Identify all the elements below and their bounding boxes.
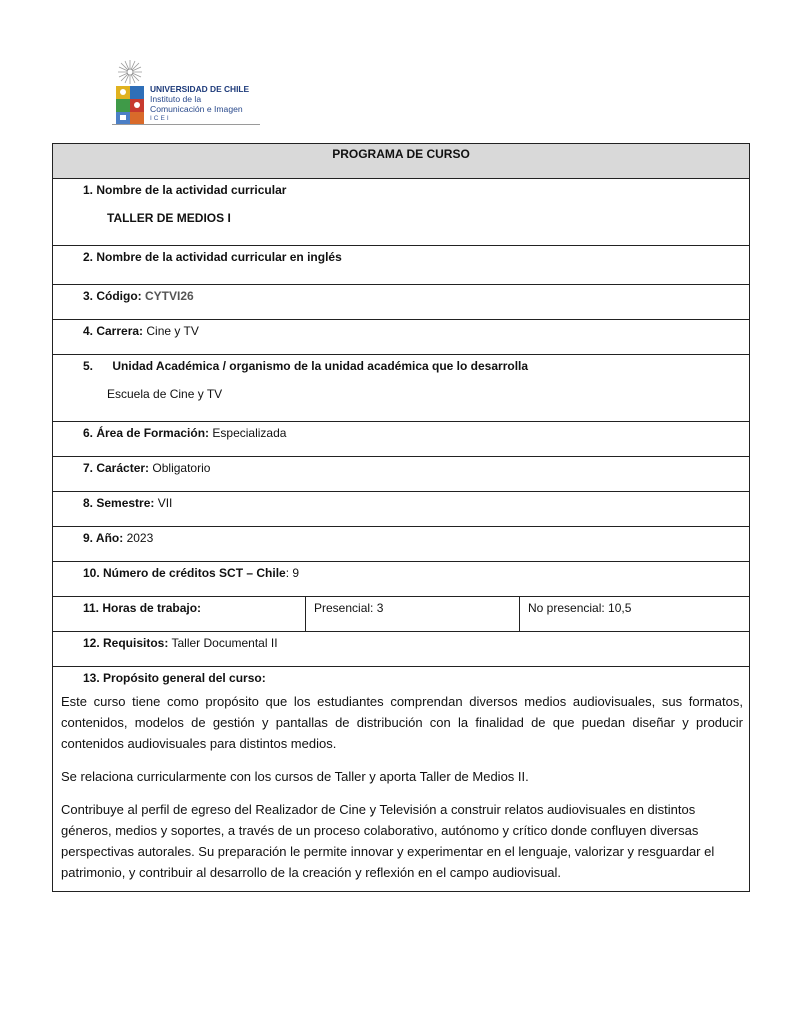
row-requirements [53, 632, 750, 667]
activity-name-label: 1. Nombre de la actividad curricular [83, 183, 287, 197]
career-value: Cine y TV [146, 324, 199, 338]
row-purpose [53, 667, 750, 892]
hours-no-presencial-cell [520, 597, 750, 632]
semester-label: 8. Semestre: [83, 496, 155, 510]
logo-institute-line1: Instituto de la [150, 94, 202, 104]
purpose-paragraph-2: Se relaciona curricularmente con los cursos de Taller y aporta Taller de Medios II. [61, 769, 529, 784]
year-label: 9. Año: [83, 531, 124, 545]
hours-presencial-cell [306, 597, 520, 632]
academic-unit-label: Unidad Académica / organismo de la unidad académica que lo desarrolla [112, 359, 529, 373]
row-semester [53, 492, 750, 527]
logo-institute-line2: Comunicación e Imagen [150, 104, 243, 114]
row-academic-unit [53, 355, 750, 422]
formation-area-label: 6. Área de Formación: [83, 426, 210, 440]
academic-unit-number: 5. [83, 359, 94, 373]
academic-unit-value: Escuela de Cine y TV [107, 387, 223, 401]
logo-acronym: ICEI [150, 115, 171, 122]
code-label: 3. Código: [83, 289, 142, 303]
hours-presencial: Presencial: 3 [314, 601, 384, 615]
row-credits [53, 562, 750, 597]
purpose-paragraph-3: Contribuye al perfil de egreso del Realizador de Cine y Televisión a construir relatos audiovisuales en distintos géneros, medios y soportes, a través de un proceso colaborativo, autónomo y crítico donde confluyen diversas perspectivas autorales. Su preparación le permite innovar y experimentar en el lenguaje, valorizar y resguardar el patrimonio, y contribuir al desarrollo de la creación y reflexión en el campo audiovisual. [61, 802, 715, 880]
character-value: Obligatorio [152, 461, 211, 475]
row-formation-area [53, 422, 750, 457]
row-activity-name [53, 179, 750, 246]
requirements-value: Taller Documental II [171, 636, 278, 650]
work-hours-label: 11. Horas de trabajo: [83, 601, 202, 615]
row-character [53, 457, 750, 492]
row-career [53, 320, 750, 355]
career-label: 4. Carrera: [83, 324, 144, 338]
program-header: PROGRAMA DE CURSO [53, 144, 750, 179]
character-label: 7. Carácter: [83, 461, 150, 475]
activity-name-english-label: 2. Nombre de la actividad curricular en inglés [83, 250, 342, 264]
year-value: 2023 [126, 531, 154, 545]
purpose-label: 13. Propósito general del curso: [83, 671, 266, 685]
formation-area-value: Especializada [212, 426, 287, 440]
row-year [53, 527, 750, 562]
credits-label: 10. Número de créditos SCT – Chile [83, 566, 286, 580]
logo-university: UNIVERSIDAD DE CHILE [150, 84, 250, 94]
code-value: CYTVI26 [145, 289, 194, 303]
row-code [53, 285, 750, 320]
row-activity-name-english [53, 246, 750, 285]
credits-value: : 9 [285, 566, 300, 580]
semester-value: VII [157, 496, 173, 510]
logo-divider [112, 124, 260, 125]
hours-no-presencial: No presencial: 10,5 [528, 601, 632, 615]
requirements-label: 12. Requisitos: [83, 636, 169, 650]
university-logo [112, 58, 262, 126]
course-program-table [52, 143, 750, 892]
university-crest-icon [112, 58, 148, 126]
row-work-hours [53, 597, 306, 632]
activity-name-value: TALLER DE MEDIOS I [107, 211, 231, 225]
purpose-paragraph-1: Este curso tiene como propósito que los estudiantes comprendan diversos medios audiovisuales, sus formatos, contenidos, modelos de gestión y pantallas de distribución con la finalidad de que puedan diseñar y producir contenidos audiovisuales para distintos medios. [61, 694, 743, 751]
